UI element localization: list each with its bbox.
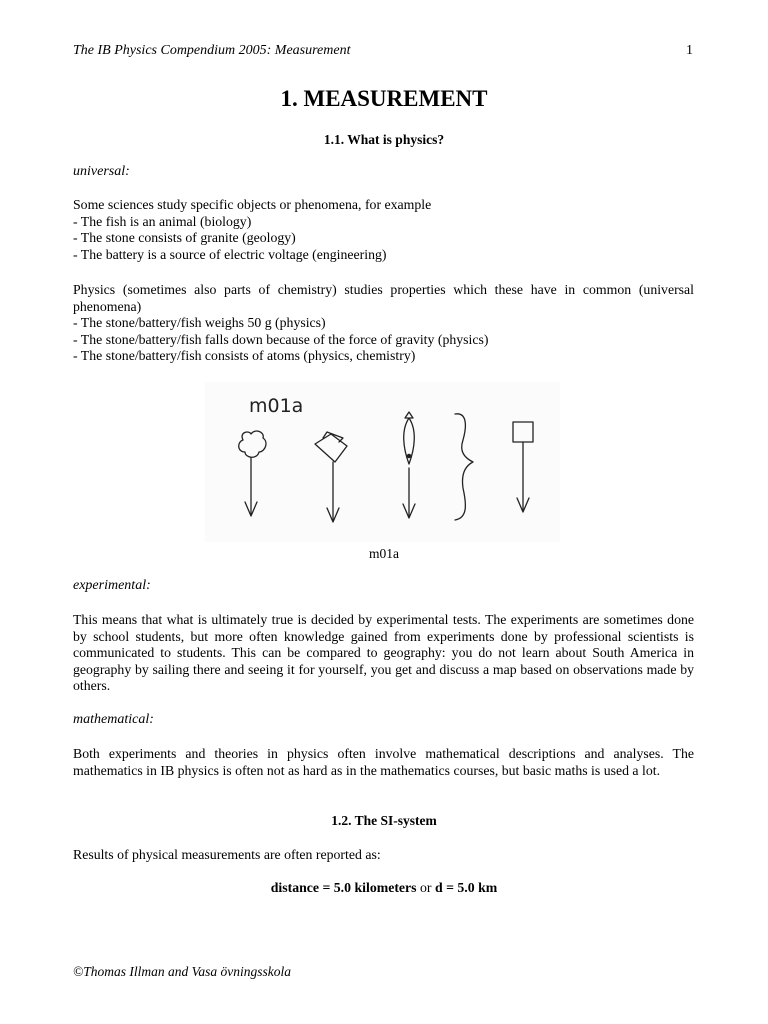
formula-left: distance = 5.0 kilometers: [270, 880, 417, 895]
paragraph-intro: Physics (sometimes also parts of chemistry) studies properties which these have in common (universal phenomena): [73, 282, 694, 314]
universal-label: universal:: [73, 164, 130, 179]
paragraph-experimental: This means that what is ultimately true is decided by experimental tests. The experiments are sometimes done by school students, but more often knowledge gained from experiments done by professional scientists is communicated to students. This can be compared to geography: you do not learn about South America in geography by sailing there and seeing it for yourself, you get and discuss a map based on observations made by others.: [73, 612, 694, 694]
page-number: 1: [686, 43, 693, 58]
experimental-label: experimental:: [73, 578, 151, 593]
section-heading-1-1: 1.1. What is physics?: [323, 132, 445, 147]
running-header: [73, 43, 693, 59]
figure-handwritten-label: m01a: [249, 395, 304, 417]
mathematical-label: mathematical:: [73, 712, 154, 727]
copyright-footer: ©Thomas Illman and Vasa övningsskola: [73, 964, 292, 979]
list-item: - The stone/battery/fish consists of atoms (physics, chemistry): [73, 348, 416, 364]
list-item: - The fish is an animal (biology): [73, 213, 252, 229]
formula-right: d = 5.0 km: [434, 880, 498, 895]
chapter-title: 1. MEASUREMENT: [280, 86, 488, 111]
formula-connector: or: [420, 880, 432, 895]
section-heading-1-2: 1.2. The SI-system: [331, 813, 437, 828]
paragraph-intro: Some sciences study specific objects or phenomena, for example: [73, 197, 432, 212]
list-item: - The stone/battery/fish weighs 50 g (physics): [73, 315, 326, 331]
example-formula: [0, 880, 768, 896]
paragraph-mathematical: Both experiments and theories in physics often involve mathematical descriptions and analyses. The mathematics in IB physics is often not as hard as in the mathematics courses, but basic maths is used a lot.: [73, 746, 694, 778]
figure-caption: m01a: [369, 546, 399, 561]
list-item: - The battery is a source of electric voltage (engineering): [73, 246, 387, 262]
list-item: - The stone/battery/fish falls down because of the force of gravity (physics): [73, 331, 489, 347]
running-title: The IB Physics Compendium 2005: Measurement: [73, 43, 351, 58]
paragraph-si-intro: Results of physical measurements are often reported as:: [73, 847, 381, 862]
paragraph-specific-sciences: [73, 197, 694, 263]
fish-eye: [407, 454, 410, 457]
list-item: - The stone consists of granite (geology): [73, 230, 296, 246]
handwritten-figure-m01a: [205, 382, 560, 542]
paragraph-physics-common: [73, 282, 694, 365]
